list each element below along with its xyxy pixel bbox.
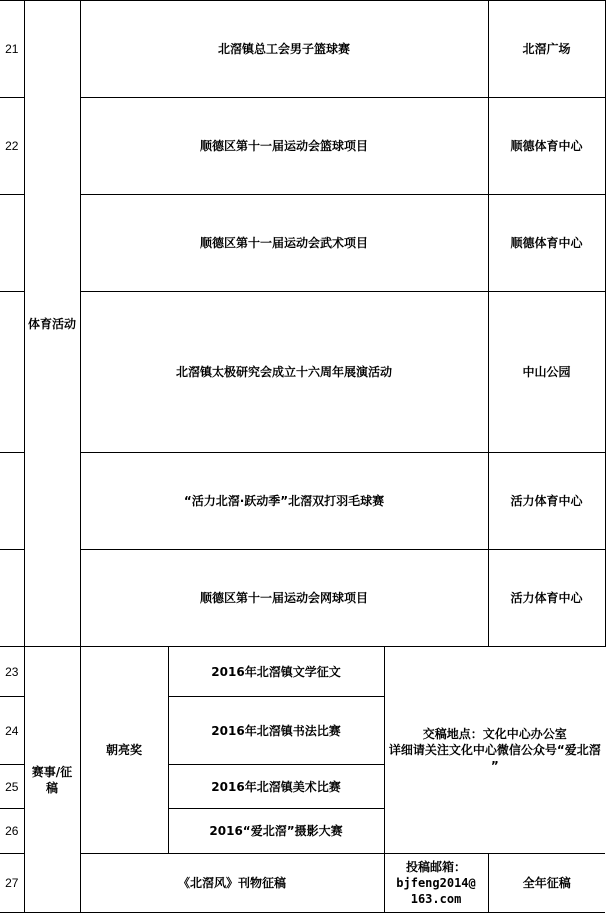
contest-note-line1: 交稿地点：文化中心办公室 [422,727,567,741]
contest-note-line3: ” [490,759,499,773]
event-venue: 北滘广场 [488,1,605,98]
event-name: 北滘镇总工会男子篮球赛 [80,1,488,98]
category-contest: 赛事/征稿 [24,647,80,913]
table-row [0,98,605,195]
event-name: 顺德区第十一届运动会武术项目 [80,195,488,292]
row-number: 21 [0,1,24,98]
event-venue: 顺德体育中心 [488,98,605,195]
table-row [0,854,605,913]
row-number: 27 [0,854,24,913]
table-row [0,292,605,453]
category-sports: 体育活动 [24,1,80,647]
email-cell [384,854,488,913]
submission-period: 全年征稿 [488,854,605,913]
event-name: 顺德区第十一届运动会篮球项目 [80,98,488,195]
row-number: 23 [0,647,24,697]
event-venue: 顺德体育中心 [488,195,605,292]
contest-title: 2016“爱北滘”摄影大赛 [168,809,384,854]
row-number: 25 [0,765,24,809]
email-line1: bjfeng2014@ [396,876,476,890]
event-venue: 中山公园 [488,292,605,453]
table-row [0,550,605,647]
table-row [0,453,605,550]
contest-title: 2016年北滘镇文学征文 [168,647,384,697]
email-label: 投稿邮箱： [406,860,467,874]
contest-note-line2: 详细请关注文化中心微信公众号“爱北滘 [388,743,601,757]
event-name: 北滘镇太极研究会成立十六周年展演活动 [80,292,488,453]
event-venue: 活力体育中心 [488,453,605,550]
row-number [0,195,24,292]
row-number [0,550,24,647]
event-venue: 活力体育中心 [488,550,605,647]
table-row [0,647,605,697]
row-number: 26 [0,809,24,854]
row-number [0,292,24,453]
contest-title: 2016年北滘镇美术比赛 [168,765,384,809]
contest-title: 《北滘风》刊物征稿 [80,854,384,913]
event-name: “活力北滘·跃动季”北滘双打羽毛球赛 [80,453,488,550]
row-number [0,453,24,550]
event-name: 顺德区第十一届运动会网球项目 [80,550,488,647]
table-row [0,195,605,292]
award-name: 朝亮奖 [80,647,168,854]
row-number: 24 [0,697,24,765]
email-line2: 163.com [410,892,462,906]
row-number: 22 [0,98,24,195]
contest-note [384,647,605,854]
table-row [0,1,605,98]
contest-title: 2016年北滘镇书法比赛 [168,697,384,765]
